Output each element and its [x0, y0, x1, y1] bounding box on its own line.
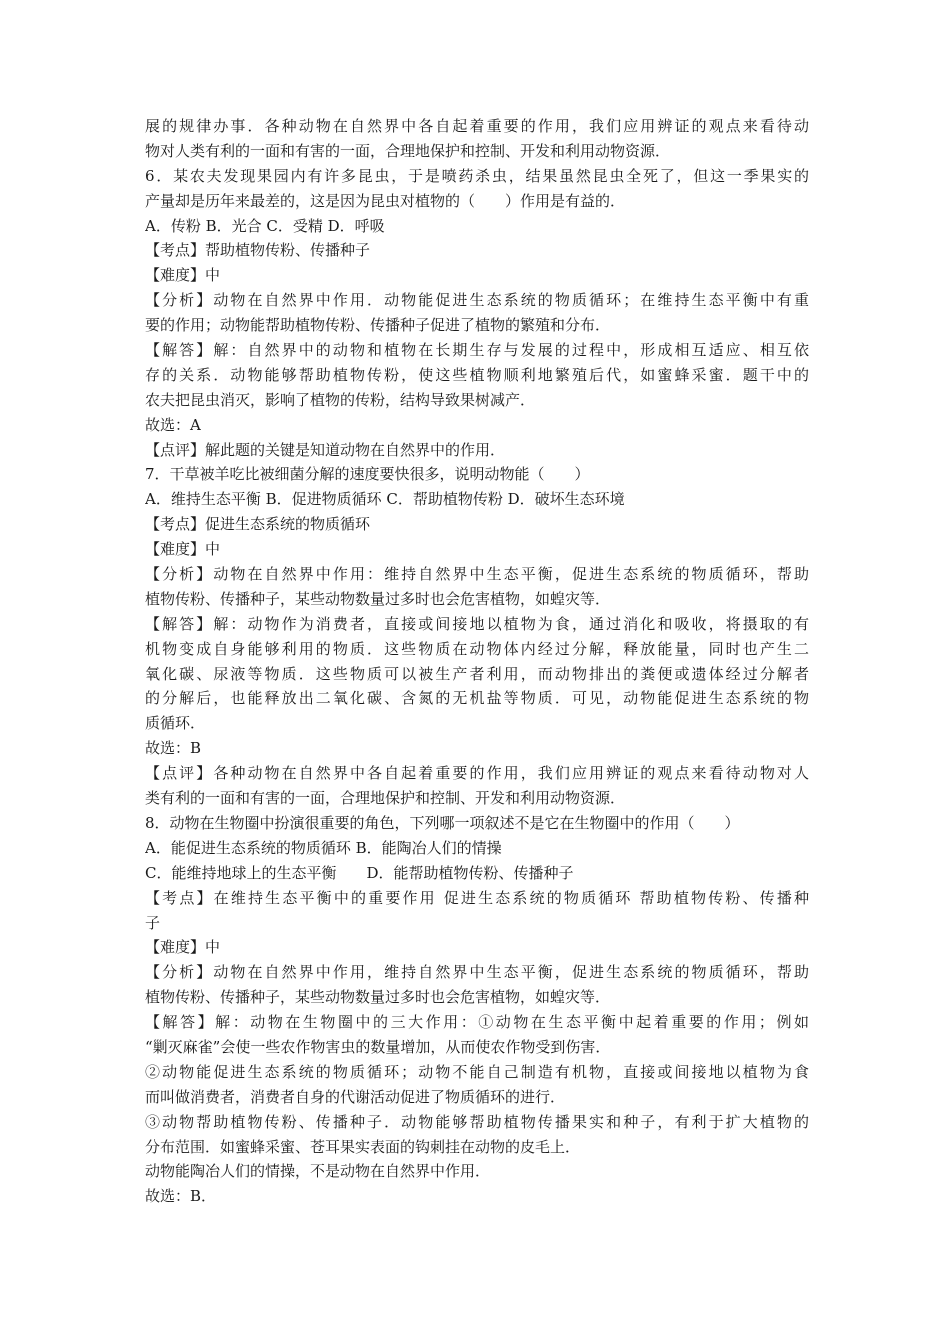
- text-line: 7．干草被羊吃比被细菌分解的速度要快很多，说明动物能（ ）: [145, 465, 590, 484]
- text-line: 植物传粉、传播种子，某些动物数量过多时也会危害植物，如蝗灾等．: [145, 589, 611, 608]
- text-line: A．维持生态平衡 B．促进物质循环 C．帮助植物传粉 D．破坏生态环境: [145, 490, 625, 509]
- text-line: 农夫把昆虫消灭，影响了植物的传粉，结构导致果树减产．: [145, 390, 536, 409]
- text-line: 【难度】中: [145, 266, 221, 285]
- text-line: 要的作用；动物能帮助植物传粉、传播种子促进了植物的繁殖和分布．: [145, 316, 611, 335]
- text-line: 展的规律办事．各种动物在自然界中各自起着重要的作用，我们应用辨证的观点来看待动: [145, 117, 809, 135]
- text-line: 物对人类有利的一面和有害的一面，合理地保护和控制、开发和利用动物资源．: [145, 141, 671, 160]
- text-line: C．能维持地球上的生态平衡 D．能帮助植物传粉、传播种子: [145, 863, 574, 882]
- text-line: 故选：A: [145, 415, 201, 434]
- text-line: 【解答】解：动物作为消费者，直接或间接地以植物为食，通过消化和吸收，将摄取的有: [145, 614, 809, 633]
- text-line: 【分析】动物在自然界中作用，维持自然界中生态平衡，促进生态系统的物质循环，帮助: [145, 963, 809, 982]
- text-line: “剿灭麻雀”会使一些农作物害虫的数量增加，从而使农作物受到伤害．: [145, 1037, 611, 1056]
- text-line: 类有利的一面和有害的一面，合理地保护和控制、开发和利用动物资源．: [145, 789, 626, 808]
- text-line: 8．动物在生物圈中扮演很重要的角色，下列哪一项叙述不是它在生物圈中的作用（ ）: [145, 813, 740, 832]
- text-line: 【解答】解：自然界中的动物和植物在长期生存与发展的过程中，形成相互适应、相互依: [145, 341, 809, 360]
- text-line: A．能促进生态系统的物质循环 B．能陶冶人们的情操: [145, 838, 502, 857]
- text-line: 【点评】解此题的关键是知道动物在自然界中的作用．: [145, 440, 506, 459]
- text-line: 动物能陶冶人们的情操，不是动物在自然界中作用．: [145, 1162, 491, 1181]
- text-line: 而叫做消费者，消费者自身的代谢活动促进了物质循环的进行．: [145, 1087, 566, 1106]
- text-line: ③动物帮助植物传粉、传播种子．动物能够帮助植物传播果实和种子，有利于扩大植物的: [145, 1112, 809, 1131]
- text-line: 【考点】在维持生态平衡中的重要作用 促进生态系统的物质循环 帮助植物传粉、传播种: [145, 888, 809, 907]
- text-line: 产量却是历年来最差的，这是因为昆虫对植物的（ ）作用是有益的．: [145, 191, 626, 210]
- text-line: 【分析】动物在自然界中作用．动物能促进生态系统的物质循环；在维持生态平衡中有重: [145, 291, 809, 310]
- text-line: 子: [145, 913, 161, 932]
- text-line: 6．某农夫发现果园内有许多昆虫，于是喷药杀虫，结果虽然昆虫全死了，但这一季果实的: [145, 166, 809, 185]
- text-line: 【分析】动物在自然界中作用：维持自然界中生态平衡，促进生态系统的物质循环，帮助: [145, 565, 809, 584]
- text-line: ②动物能促进生态系统的物质循环；动物不能自己制造有机物，直接或间接地以植物为食: [145, 1062, 809, 1081]
- text-line: 【考点】帮助植物传粉、传播种子: [145, 241, 371, 260]
- text-line: 【难度】中: [145, 540, 221, 559]
- text-line: 的分解后，也能释放出二氧化碳、含氮的无机盐等物质．可见，动物能促进生态系统的物: [145, 689, 809, 708]
- text-line: A．传粉 B．光合 C．受精 D．呼吸: [145, 216, 385, 235]
- text-line: 【难度】中: [145, 938, 221, 957]
- text-line: 存的关系．动物能够帮助植物传粉，使这些植物顺利地繁殖后代，如蜜蜂采蜜．题干中的: [145, 365, 809, 384]
- text-line: 植物传粉、传播种子，某些动物数量过多时也会危害植物，如蝗灾等．: [145, 988, 611, 1007]
- document-page: [145, 114, 809, 1209]
- text-line: 氧化碳、尿液等物质．这些物质可以被生产者利用，而动物排出的粪便或遗体经过分解者: [145, 664, 809, 683]
- text-line: 机物变成自身能够利用的物质．这些物质在动物体内经过分解，释放能量，同时也产生二: [145, 639, 809, 658]
- text-line: 质循环．: [145, 714, 206, 733]
- text-line: 【解答】解：动物在生物圈中的三大作用：①动物在生态平衡中起着重要的作用；例如: [145, 1013, 809, 1032]
- text-line: 【考点】促进生态系统的物质循环: [145, 515, 371, 534]
- text-line: 【点评】各种动物在自然界中各自起着重要的作用，我们应用辨证的观点来看待动物对人: [145, 764, 809, 783]
- text-line: 故选：B．: [145, 1187, 217, 1206]
- text-line: 分布范围．如蜜蜂采蜜、苍耳果实表面的钩刺挂在动物的皮毛上．: [145, 1137, 581, 1156]
- text-line: 故选：B: [145, 739, 202, 758]
